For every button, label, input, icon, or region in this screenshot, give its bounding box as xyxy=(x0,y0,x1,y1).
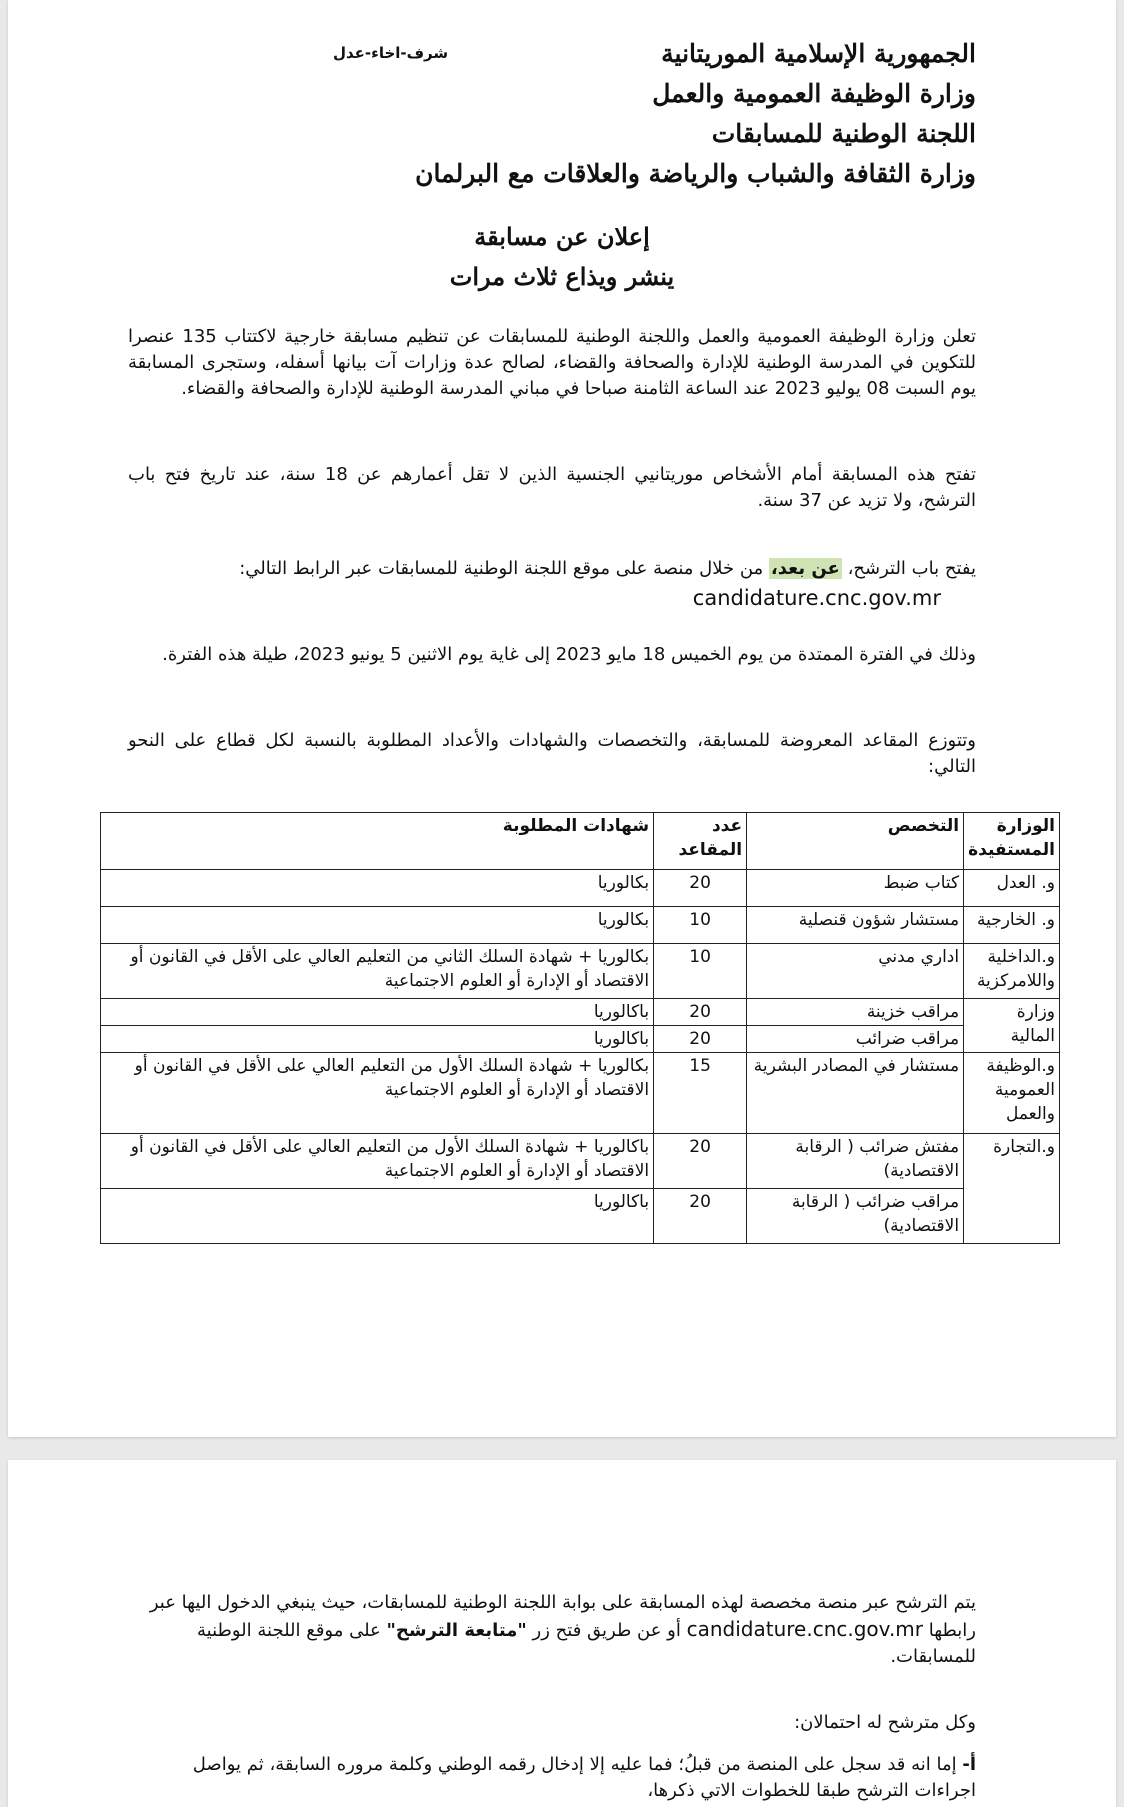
table-row xyxy=(101,944,1060,999)
candidature-link[interactable]: candidature.cnc.gov.mr xyxy=(692,586,941,610)
cell-seats: 15 xyxy=(654,1053,747,1134)
paragraph-options: وكل مترشح له احتمالان: xyxy=(794,1712,976,1733)
cell-ministry: و. العدل xyxy=(964,870,1060,907)
cell-specialty: كتاب ضبط xyxy=(747,870,964,907)
portal-text-b: أو عن طريق فتح زر xyxy=(532,1620,681,1641)
cell-certificate: بكالوريا + شهادة السلك الثاني من التعليم العالي على الأقل في القانون أو الاقتصاد أو الإدارة أو العلوم الاجتماعية xyxy=(101,944,654,999)
col-header-ministry: الوزارة المستفيدة xyxy=(964,813,1060,870)
table-row xyxy=(101,907,1060,944)
cell-seats: 20 xyxy=(654,870,747,907)
announcement-subtitle: ينشر ويذاع ثلاث مرات xyxy=(449,262,675,291)
cell-specialty: مراقب خزينة xyxy=(747,999,964,1026)
header-line-republic: الجمهورية الإسلامية الموريتانية xyxy=(661,39,976,68)
paragraph-option-a xyxy=(128,1752,976,1804)
table-row xyxy=(101,999,1060,1026)
cell-certificate: بكالوريا xyxy=(101,907,654,944)
col-header-certificates: شهادات المطلوبة xyxy=(101,813,654,870)
cell-specialty: مستشار شؤون قنصلية xyxy=(747,907,964,944)
cell-ministry: و.التجارة xyxy=(964,1134,1060,1244)
col-header-specialty: التخصص xyxy=(747,813,964,870)
table-row xyxy=(101,1134,1060,1189)
cell-ministry: وزارة المالية xyxy=(964,999,1060,1053)
cell-seats: 20 xyxy=(654,1189,747,1244)
paragraph-period: وذلك في الفترة الممتدة من يوم الخميس 18 مايو 2023 إلى غاية يوم الاثنين 5 يونيو 2023، طيلة هذه الفترة. xyxy=(162,644,976,665)
follow-application-button-label: "متابعة الترشح" xyxy=(386,1620,527,1641)
option-a-marker: أ- xyxy=(962,1754,976,1775)
cell-seats: 10 xyxy=(654,907,747,944)
table-row xyxy=(101,1053,1060,1134)
application-text-b: من خلال منصة على موقع اللجنة الوطنية للمسابقات عبر الرابط التالي: xyxy=(239,558,764,579)
paragraph-application xyxy=(128,556,976,582)
cell-specialty: مفتش ضرائب ( الرقابة الاقتصادية) xyxy=(747,1134,964,1189)
cell-seats: 10 xyxy=(654,944,747,999)
cell-certificate: باكالوريا + شهادة السلك الأول من التعليم العالي على الأقل في القانون أو الاقتصاد أو الإدارة أو العلوم الاجتماعية xyxy=(101,1134,654,1189)
cell-certificate: باكالوريا xyxy=(101,999,654,1026)
application-text-a: يفتح باب الترشح، xyxy=(847,558,976,579)
cell-certificate: بكالوريا + شهادة السلك الأول من التعليم العالي على الأقل في القانون أو الاقتصاد أو الإدارة أو العلوم الاجتماعية xyxy=(101,1053,654,1134)
header-line-ministry-civil-service: وزارة الوظيفة العمومية والعمل xyxy=(652,79,976,108)
cell-specialty: مستشار في المصادر البشرية xyxy=(747,1053,964,1134)
document-page-2 xyxy=(8,1460,1116,1807)
cell-specialty: مراقب ضرائب ( الرقابة الاقتصادية) xyxy=(747,1189,964,1244)
motto: شرف-اخاء-عدل xyxy=(333,44,449,62)
option-a-text: إما انه قد سجل على المنصة من قبلُ؛ فما عليه إلا إدخال رقمه الوطني وكلمة مروره السابقة، ثم يواصل اجراءات الترشح طبقا للخطوات الاتي ذكرها، xyxy=(192,1754,976,1801)
table-header-row xyxy=(101,813,1060,870)
table-row xyxy=(101,870,1060,907)
table-row xyxy=(101,1189,1060,1244)
paragraph-intro: تعلن وزارة الوظيفة العمومية والعمل واللجنة الوطنية للمسابقات عن تنظيم مسابقة خارجية لاكتتاب 135 عنصرا للتكوين في المدرسة الوطنية للإدارة والصحافة والقضاء، لصالح عدة وزارات آت بيانها أسفله، وستجرى المسابقة يوم السبت 08 يوليو 2023 عند الساعة الثامنة صباحا في مباني المدرسة الوطنية للإدارة والصحافة والقضاء. xyxy=(128,326,976,399)
document-page-1 xyxy=(8,0,1116,1437)
portal-link[interactable]: candidature.cnc.gov.mr xyxy=(686,1617,924,1641)
header-line-committee: اللجنة الوطنية للمسابقات xyxy=(711,119,976,148)
cell-specialty: اداري مدني xyxy=(747,944,964,999)
header-line-ministry-culture: وزارة الثقافة والشباب والرياضة والعلاقات مع البرلمان xyxy=(415,159,976,188)
cell-seats: 20 xyxy=(654,999,747,1026)
col-header-seats: عدد المقاعد xyxy=(654,813,747,870)
announcement-title: إعلان عن مسابقة xyxy=(474,222,650,251)
paragraph-portal xyxy=(128,1590,976,1670)
paragraph-distribution: وتتوزع المقاعد المعروضة للمسابقة، والتخصصات والشهادات والأعداد المطلوبة بالنسبة لكل قطاع على النحو التالي: xyxy=(128,730,976,777)
paragraph-eligibility: تفتح هذه المسابقة أمام الأشخاص موريتانيي الجنسية الذين لا تقل أعمارهم عن 18 سنة، عند تاريخ فتح باب الترشح، ولا تزيد عن 37 سنة. xyxy=(128,464,976,511)
cell-seats: 20 xyxy=(654,1026,747,1053)
cell-certificate: باكالوريا xyxy=(101,1026,654,1053)
cell-certificate: باكالوريا xyxy=(101,1189,654,1244)
portal-text-a: يتم الترشح عبر منصة مخصصة لهذه المسابقة على بوابة اللجنة الوطنية للمسابقات، حيث ينبغي الدخول اليها عبر رابطها xyxy=(149,1592,976,1641)
table-row xyxy=(101,1026,1060,1053)
seats-table xyxy=(100,812,1060,1244)
portal-text-c: على موقع اللجنة الوطنية للمسابقات. xyxy=(197,1620,976,1667)
cell-ministry: و. الخارجية xyxy=(964,907,1060,944)
cell-certificate: بكالوريا xyxy=(101,870,654,907)
cell-specialty: مراقب ضرائب xyxy=(747,1026,964,1053)
cell-ministry: و.الوظيفة العمومية والعمل xyxy=(964,1053,1060,1134)
cell-ministry: و.الداخلية واللامركزية xyxy=(964,944,1060,999)
cell-seats: 20 xyxy=(654,1134,747,1189)
remote-highlight: عن بعد، xyxy=(770,558,840,579)
